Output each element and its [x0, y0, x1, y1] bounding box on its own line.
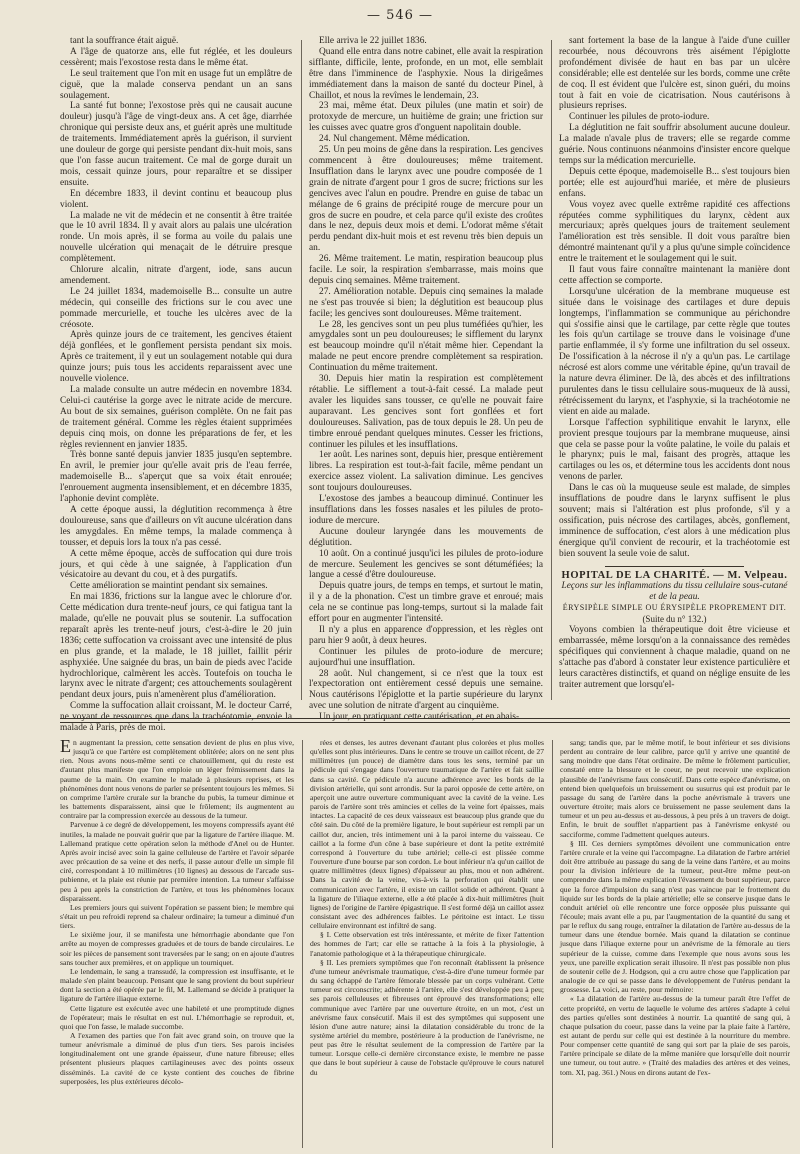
paragraph: Depuis cette époque, mademoiselle B... s'est toujours bien portée; elle est aujourd'hui mariée, et mère de plusieurs enfans.: [559, 166, 790, 199]
paragraph: En décembre 1833, il devint continu et beaucoup plus violent.: [60, 188, 292, 210]
paragraph: 1er août. Les narines sont, depuis hier, presque entièrement libres. La respiration est tout-à-fait facile, même pendant un exercice assez violent. La salivation diminue. Les gencives sont toujours douloureuses.: [309, 450, 543, 494]
section-rule: [605, 566, 744, 567]
paragraph: § I. Cette observation est très intéressante, et mérite de fixer l'attention des hommes de l'art; car elle se rattache à la fois à la physiologie, à l'anatomie pathologique et à la thérapeutique chirurgicale.: [310, 930, 544, 958]
page-number: — 546 —: [366, 8, 434, 23]
paragraph: Chlorure alcalin, nitrate d'argent, iode, sans aucun amendement.: [60, 265, 292, 286]
paragraph: Cette amélioration se maintint pendant six semaines.: [70, 581, 268, 592]
paragraph: Continuer les pilules de proto-iodure de mercure; aujourd'hui une insufflation.: [309, 646, 543, 668]
paragraph: Les premiers jours qui suivent l'opération se passent bien; le membre qui s'était un peu refroidi reprend sa chaleur ordinaire; la tumeur a diminué d'un tiers.: [60, 902, 294, 931]
paragraph: A cette même époque, accès de suffocation qui dure trois jours, et qui cède à une saignée, à l'application d'un vésicatoire au devant du cou, et à des purgatifs.: [60, 548, 292, 581]
paragraph: A l'examen des parties que l'on fait avec grand soin, on trouve que la tumeur anévrismale a diminué de plus d'un tiers. Ses parois incisées longitudinalement ont une grande épaisseur, d'une nature fibreuse; elles présentent plusieurs plaques cartilagineuses avec des points osseux disséminés. La cavité de ce kyste contient des couches de fibrine superposées, les plus extérieures décolo-: [60, 1031, 294, 1086]
paragraph: Depuis quatre jours, de temps en temps, et surtout le matin, il y a de la phonation. C'est un timbre grave et enroué; mais cela ne se continue pas long-temps, surtout si la malade fait effort pour en augmenter l'intensité.: [309, 581, 543, 625]
column-divider: [301, 40, 302, 700]
section-subtitle: Leçons sur les inflammations du tissu cellulaire sous-cutané et de la peau.: [561, 581, 788, 603]
paragraph: tant la souffrance était aiguë.: [70, 36, 179, 46]
horizontal-rule: [60, 722, 790, 723]
paragraph: Un jour, en pratiquant cette cautérisation, et en abais-: [319, 712, 520, 723]
paragraph-text: n augmentant la pression, cette sensation devient de plus en plus vive, jusqu'à ce que l'artère est complètement oblitérée; alors on ne sent plus rien. Nous avons nous-même senti ce chatouillement, qui du reste est d'autant plus manifeste que l'on emploie un léger frémissement dans la paume de la main. On examine le malade à plusieurs reprises, et les phénomènes dont nous venons de parler se présentent toujours les mêmes. Si on comprime l'artère crurale sur la branche du pubis, la tumeur diminue et les battements disparaissent, ainsi que le frôlement; ils augmentent au contraire par la compression exercée au dessous de la tumeur.: [60, 738, 294, 821]
paragraph: Le seul traitement que l'on mit en usage fut un emplâtre de ciguë, que la malade conserva pendant un an sans soulagement.: [60, 68, 292, 101]
paragraph: A l'âge de quatorze ans, elle fut réglée, et les douleurs cessèrent; mais l'exostose resta dans le même état.: [60, 46, 292, 68]
paragraph: Voyons combien la thérapeutique doit être vicieuse et embarrassée, même lorsqu'on a la connaissance des remèdes spécifiques qui conviennent à chaque maladie, quand on ne s'attache pas d'abord à constater leur existence particulière et leurs caractères distinctifs, et quand on néglige ensuite de les traiter autrement que lorsqu'el-: [559, 625, 790, 690]
paragraph: [60, 738, 294, 820]
top-middle-column: [309, 36, 543, 723]
paragraph: Après quinze jours de ce traitement, les gencives étaient déjà gonflées, et le gonflement persista pendant six mois. Après ce traitement, il y eut un soulagement notable qui dura quinze jours; puis tous les accidents reparaissent avec une nouvelle violence.: [60, 330, 292, 385]
column-divider: [302, 740, 303, 1148]
drop-cap: E: [60, 736, 71, 756]
paragraph: Il n'y a plus en apparence d'oppression, et les règles ont paru hier 9 août, à deux heures.: [309, 624, 543, 646]
paragraph: 25. Un peu moins de gêne dans la respiration. Les gencives commencent à être douloureuses; même traitement. Insufflation dans le larynx avec une poudre composée de 1 grain de nitrate d'argent pour 1 gros de sucre; frictions sur les gencives avec l'alun en poudre. Prendre en guise de tabac un mélange de 6 grains de précipité rouge de mercure pour un gros de sucre en poudre, et cela parce qu'il existe des croûtes dans le nez, depuis deux mois et demi. L'odorat même s'était perdu pendant dix-huit mois et est revenu très bien depuis un an.: [309, 145, 543, 254]
paragraph: « La dilatation de l'artère au-dessus de la tumeur paraît être l'effet de cette propriété, en vertu de laquelle le volume des artères s'adapte à celui des parties qu'elles sont destinées à nourrir. La quantité de sang qui, à chaque pulsation du coeur, passe dans la veine par la plaie faite à l'artère, est autant de perdu sur celle qui est destinée à la nourriture du membre. Pour compenser cette quantité de sang qui sort par la plaie de ses parois, l'artère principale se dilate de la même manière que lorsqu'elle doit nourrir une tumeur, ou tout autre. » (Traité des maladies des artères et des veines, tom. XI, pag. 361.) Nous en dirons autant de l'ex-: [560, 994, 790, 1077]
paragraph: 10 août. On a continué jusqu'ici les pilules de proto-iodure de mercure. Seulement les gencives se sont détuméfiées; la langue a cessé d'être douloureuse.: [309, 548, 543, 581]
paragraph: Vous voyez avec quelle extrême rapidité ces affections réputées comme syphilitiques du larynx, cèdent aux mercuriaux; après quelques jours de traitement seulement l'amélioration est très sensible. Il doit vous paraître bien démontré maintenant qu'il y a plus qu'une simple coïncidence entre le traitement et le soulagement qui le suit.: [559, 199, 790, 265]
paragraph: La malade ne vit de médecin et ne consentit à être traitée que le 10 avril 1834. Il y avait alors au palais une ulcération ronde. Un mois après, il se forma au voile du palais une nouvelle ulcération qui menaçait de le détruire presque complètement.: [60, 210, 292, 265]
paragraph: Quand elle entra dans notre cabinet, elle avait la respiration sifflante, difficile, lente, profonde, en un mot, elle semblait être dans l'imminence de l'asphyxie. Nous la dirigeâmes immédiatement dans la maison de santé du docteur Pinel, à Chaillot, et nous la revîmes le lendemain, 23.: [309, 46, 543, 101]
paragraph: La déglutition ne fait souffrir absolument aucune douleur. La malade n'avale plus de travers; elle se regarde comme guérie. Nous continuons néanmoins d'insister encore quelque temps sur la médication mercurielle.: [559, 123, 790, 166]
paragraph: 26. Même traitement. Le matin, respiration beaucoup plus facile. Le soir, la respiration s'embarrasse, mais moins que depuis cinq semaines. Même traitement.: [309, 254, 543, 286]
bottom-right-column: [560, 738, 790, 1150]
bottom-middle-column: [310, 738, 544, 1150]
continuation-note: (Suite du n° 132.): [642, 614, 707, 625]
paragraph: sant fortement la base de la langue à l'aide d'une cuiller recourbée, nous découvrons très aisément l'épiglotte profondément divisée de haut en bas par un ulcère considérable; elle est dentelée sur les bords, comme une crête de coq. Il est évident que l'ulcère est, sinon guéri, du moins tout à fait en voie de cicatrisation. Nous cautérisons à plusieurs reprises.: [559, 36, 790, 112]
top-left-column: [60, 36, 292, 734]
paragraph: 23 mai, même état. Deux pilules (une matin et soir) de protoxyde de mercure, un huitième de grain; une friction sur les cuisses avec quatre gros d'onguent napolitain double.: [309, 101, 543, 134]
section-subheading: ÉRYSIPÈLE SIMPLE OU ÉRYSIPÈLE PROPREMENT DIT.: [562, 603, 787, 613]
paragraph: Dans le cas où la muqueuse seule est malade, de simples insufflations de poudre dans le larynx suffisent le plus souvent; mais si l'altération est plus profonde, s'il y a ossification, puis nécrose des cartilages, abcès, gonflement, imminence de suffocation, c'est alors à une médication plus énergique qu'il convient de recourir, et la trachéotomie est bien souvent la seule voie de salut.: [559, 483, 790, 559]
paragraph: Très bonne santé depuis janvier 1835 jusqu'en septembre. En avril, le premier jour qu'elle avait pris de l'eau ferrée, mademoiselle B... s'aperçut que sa voix était enrouée; l'enrouement augmenta insensiblement, et en décembre 1835, l'aphonie devint complète.: [60, 450, 292, 505]
top-right-column: [559, 36, 790, 704]
paragraph: § III. Ces derniers symptômes dévoilent une communication entre l'artère crurale et la veine qui l'accompagne. La dilatation de l'arbre artériel doit être attribuée au passage du sang de la veine dans l'artère, et au moins pour la division inférieure de la tumeur, peut-être même peut-on comprendre dans la même explication l'évasement du bout supérieur, parce que la force d'impulsion du sang n'est pas vaincue par le frottement du liquide sur les bords de la plaie artérielle; elle se conserve jusque dans le conduit artériel où elle rencontre une force opposée plus puissante qui l'écoule; mais avant elle a pu, par l'augmentation de la quantité du sang et par le reflux du sang rouge, entraîner la dilatation de l'artère au-dessus de la tumeur dans une étendue bornée. Mais quand la dilatation se continue jusque dans l'iliaque externe pour un anévrisme de la fémorale au tiers supérieur de la cuisse, comme dans l'exemple que nous avons sous les yeux, une pareille explication serait illusoire. Il n'est pas possible non plus de soutenir celle de J. Hodgson, qui a cru autre chose que l'application par analogie de ce qui se passe dans le développement de l'utérus pendant la grossesse. La voici, au reste, pour mémoire:: [560, 838, 790, 995]
bottom-left-column: [60, 738, 294, 1150]
paragraph: Comme la suffocation allait croissant, M. le docteur Carré, ne voyant de ressources que dans la trachéotomie, envoie la malade à Paris, près de moi.: [60, 701, 292, 734]
paragraph: En mai 1836, frictions sur la langue avec le chlorure d'or. Cette médication dura trente-neuf jours, ce qui fatigua tant la malade, qu'elle ne pouvait plus se soutenir. La suffocation reparaît après les trente-neuf jours, c'est-à-dire le 20 juin 1836; cette suffocation va croissant avec une intensité de plus en plus grande, et la malade, le 18 juillet, faillit périr asphyxiée. Une saignée du bras, un bain de pieds avec l'acide hydrochlorique, calmèrent les accès. Toutefois on toucha le larynx avec le nitrate d'argent; ces attouchements soulagèrent pendant deux jours, puis n'amenèrent plus d'amélioration.: [60, 592, 292, 701]
paragraph: sang; tandis que, par le même motif, le bout inférieur et ses divisions perdent au contraire de leur calibre, parce qu'il y arrive une quantité de sang moindre que dans l'état ordinaire. De même le frôlement particulier, constaté entre la blessure et le coeur, ne peut recevoir une explication plausible de l'anévrisme faux consécutif. Dans cette espèce d'anévrisme, on entend bien quelquefois un bruissement ou susurrus qui est produit par le passage du sang de l'artère dans la poche anévrismale à travers une ouverture étroite; mais alors ce bruissement ne passe seulement dans la tumeur et un peu au-dessus et au-dessous, à peu près à un travers de doigt. Enfin, le bruit de soufflet n'appartient pas à l'anévrisme enkysté ou sacciforme, comme l'admettent quelques auteurs.: [560, 738, 790, 839]
paragraph: 27. Amélioration notable. Depuis cinq semaines la malade ne s'est pas trouvée si bien; la déglutition est beaucoup plus facile; les gencives sont douloureuses. Même traitement.: [309, 286, 543, 319]
paragraph: 24. Nul changement. Même médication.: [319, 134, 470, 145]
paragraph: rées et denses, les autres devenant d'autant plus colorées et plus molles qu'elles sont plus intérieures. Dans le centre se trouve un caillot récent, de 27 millimètres (un pouce) de diamètre dans tous les sens, terminé par un pédicule qui s'engage dans l'ouverture traumatique de l'artère et fait saillie dans sa cavité. Ce pédicule n'a aucune adhérence avec les bords de la division artérielle, qui sont arrondis. Sur la paroi opposée de cette artère, on aperçoit une autre ouverture communiquant avec la cavité de la veine. Les parois de l'artère sont très amincies et celles de la veine fort épaisses, mais intactes. La capacité de ces deux vaisseaux est beaucoup plus grande que du côté sain. Du côté de la première ligature, le bout supérieur est rempli par un caillot dur, ancien, très intimement uni à la paroi interne du vaisseau. Ce caillot a la forme d'un cône à base supérieure et dont la petite extrémité correspond à l'ouverture du tube artériel; celle-ci est plissée comme l'ouverture d'une bourse par son cordon. Le bout inférieur n'a qu'un caillot de quatre millimètres (deux lignes) d'épaisseur au plus, mou et non adhérent. Dans la cavité de la veine, vis-à-vis la perforation qui établit une communication avec l'artère, il existe un caillot solide et adhérent. Quant à la ligature de l'iliaque externe, elle a été placée à dix-huit millimètres (huit lignes) de l'origine de l'artère épigastrique. Il s'est formé déjà un caillot assez consistant avec des adhérences faibles. Le péritoine est intact. Le tissu cellulaire environnant est infiltré de sang.: [310, 738, 544, 931]
paragraph: Le 24 juillet 1834, mademoiselle B... consulte un autre médecin, qui conseille des frictions sur le cou avec une pommade mercurielle, et touche les ulcères avec de la créosote.: [60, 286, 292, 330]
paragraph: Lorsque l'affection syphilitique envahit le larynx, elle provient presque toujours par la membrane muqueuse, ainsi que cela se passe pour la voûte palatine, le voile du palais et le pharynx; puis le mal, faisant des progrès, attaque les cartilages ou les os, et détermine tous les accidents dont nous venons de parler.: [559, 417, 790, 483]
horizontal-rule: [60, 718, 790, 719]
column-divider: [552, 740, 553, 1148]
paragraph: Cette ligature est exécutée avec une habileté et une promptitude dignes de l'opérateur; mais le résultat en est nul. L'hémorrhagie se reproduit, et, quoi que l'on fasse, le malade succombe.: [60, 1003, 294, 1031]
paragraph: 30. Depuis hier matin la respiration est complètement rétablie. Le sifflement a tout-à-fait cessé. La malade peut avaler les liquides sans tousser, ce qu'elle ne pouvait faire auparavant. Les gencives sont fort gonflées et fort douloureuses. Salivation, pas de toux depuis le 28. Un peu de timbre enroué pendant quelques minutes. Cesser les frictions, continuer les pilules et les insufflations.: [309, 374, 543, 450]
paragraph: Elle arriva le 22 juillet 1836.: [319, 36, 427, 46]
paragraph: Aucune douleur laryngée dans les mouvements de déglutition.: [309, 526, 543, 548]
paragraph: Lorsqu'une ulcération de la membrane muqueuse est située dans le voisinage des cartilages et dure depuis longtemps, l'inflammation se communique au périchondre qui s'ossifie ainsi que le cartilage, par cette règle que toutes les fois qu'un cartilage se trouve dans le voisinage d'une partie enflammée, il s'y forme une infiltration du sel osseux. De l'ossification à la nécrose il n'y a qu'un pas. Le cartilage nécrosé est alors comme une véritable épine, qu'un travail de la nature devra éliminer. De là, des abcès et des infiltrations purulentes dans le tissu cellulaire sous-muqueux de là aussi, rétrécissement du larynx, et l'asphyxie, si la trachéotomie ne vient en aide au malade.: [559, 286, 790, 417]
paragraph: Le sixième jour, il se manifesta une hémorrhagie abondante que l'on arrête au moyen de compresses graduées et de tours de bande circulaires. Le soir les pièces de pansement sont traversées par le sang; on en ajoute d'autres sans toucher aux premières, et on applique un tourniquet.: [60, 930, 294, 967]
paragraph: Parvenue à ce degré de développement, les moyens compressifs ayant été inutiles, la malade ne pouvait guérir que par la ligature de l'artère iliaque. M. Lallemand pratique cette opération selon la méthode d'Anel ou de Hunter. Après avoir incisé avec soin la gaine celluleuse de l'artère et l'avoir séparée avec précaution de sa veine et des nerfs, il passe autour d'elle un simple fil ciré, correspondant à 10 millimètres (10 lignes) au dessous de l'arcade sus-pubienne, et la plaie est réunie par première intention. La tumeur s'affaisse peu à peu après la constriction de l'artère, et tous les phénomènes locaux disparaissent.: [60, 820, 294, 903]
paragraph: 28 août. Nul changement, si ce n'est que la toux est l'expectoration ont entièrement cessé depuis une semaine. Nous cautérisons l'épiglotte et la partie supérieure du larynx avec une solution de nitrate d'argent au cinquième.: [309, 668, 543, 712]
section-heading: HOPITAL DE LA CHARITÉ. — M. Velpeau.: [561, 569, 788, 581]
paragraph: Le 28, les gencives sont un peu plus tuméfiées qu'hier, les amygdales sont un peu douloureuses; le sifflement du larynx est beaucoup moindre qu'il n'était même hier. Cependant la malade ne peut encore prendre complètement sa respiration. Continuation du même traitement.: [309, 319, 543, 374]
paragraph: § II. Les premiers symptômes que l'on reconnaît établissent la présence d'une tumeur anévrismale traumatique, c'est-à-dire d'une tumeur formée par du sang échappé de l'artère fémorale blessée par un corps vulnérant. Cette tumeur est circonscrite; adhérente à l'artère, elle s'est développée peu à peu; ses parois celluleuses et fibreuses ont éprouvé des transformations; elle communique avec l'artère par une ouverture étroite, en un mot, c'est un anévrisme faux consécutif. Mais il est des symptômes qui supposent une lésion d'une autre nature; ainsi la dilatation considérable du tronc de la système artériel du membre, postérieure à la production de l'anévrisme, ne peut pas être le résultat seulement de la compression de l'artère par la tumeur. Lorsque celle-ci dernière circonstance existe, le membre ne passe que dans le bout supérieur à cause de l'obstacle qu'éprouve le cours naturel du: [310, 957, 544, 1077]
paragraph: L'exostose des jambes a beaucoup diminué. Continuer les insufflations dans les fosses nasales et les pilules de proto-iodure de mercure.: [309, 494, 543, 526]
paragraph: A cette époque aussi, la déglutition recommença à être douloureuse, sans que d'ailleurs on vît aucune ulcération dans les amygdales. En même temps, la malade commença à tousser, et depuis lors la toux n'a pas cessé.: [60, 504, 292, 548]
column-divider: [551, 40, 552, 700]
paragraph: Il faut vous faire connaître maintenant la manière dont cette affection se comporte.: [559, 265, 790, 286]
paragraph: Le lendemain, le sang a transsudé, la compression est insuffisante, et le malade s'en plaint beaucoup. Pensant que le sang provient du bout supérieur dont la section a été opérée par le fil, M. Lallemand se décide à pratiquer la ligature de l'artère iliaque externe.: [60, 966, 294, 1004]
paragraph: Continuer les pilules de proto-iodure.: [569, 112, 710, 123]
paragraph: La santé fut bonne; l'exostose près qui ne causait aucune douleur) jusqu'à l'âge de vingt-deux ans. A cet âge, diarrhée chronique qui persiste deux ans, et guérit après une multitude de traitements. Immédiatement après la guérison, il survient une douleur de gorge qui persiste pendant dix-huit mois, sans que l'on fasse aucun traitement. Ce mal de gorge durait un mois, cessait quinze jours, pour reparaître et se dissiper ensuite.: [60, 101, 292, 188]
paragraph: La malade consulte un autre médecin en novembre 1834. Celui-ci cautérise la gorge avec le nitrate acide de mercure. Au bout de six semaines, guérison complète. On ne fait pas de traitement général. Comme les règles étaient supprimées depuis cinq mois, on donne les préparations de fer, et les règles reviennent en janvier 1835.: [60, 385, 292, 450]
